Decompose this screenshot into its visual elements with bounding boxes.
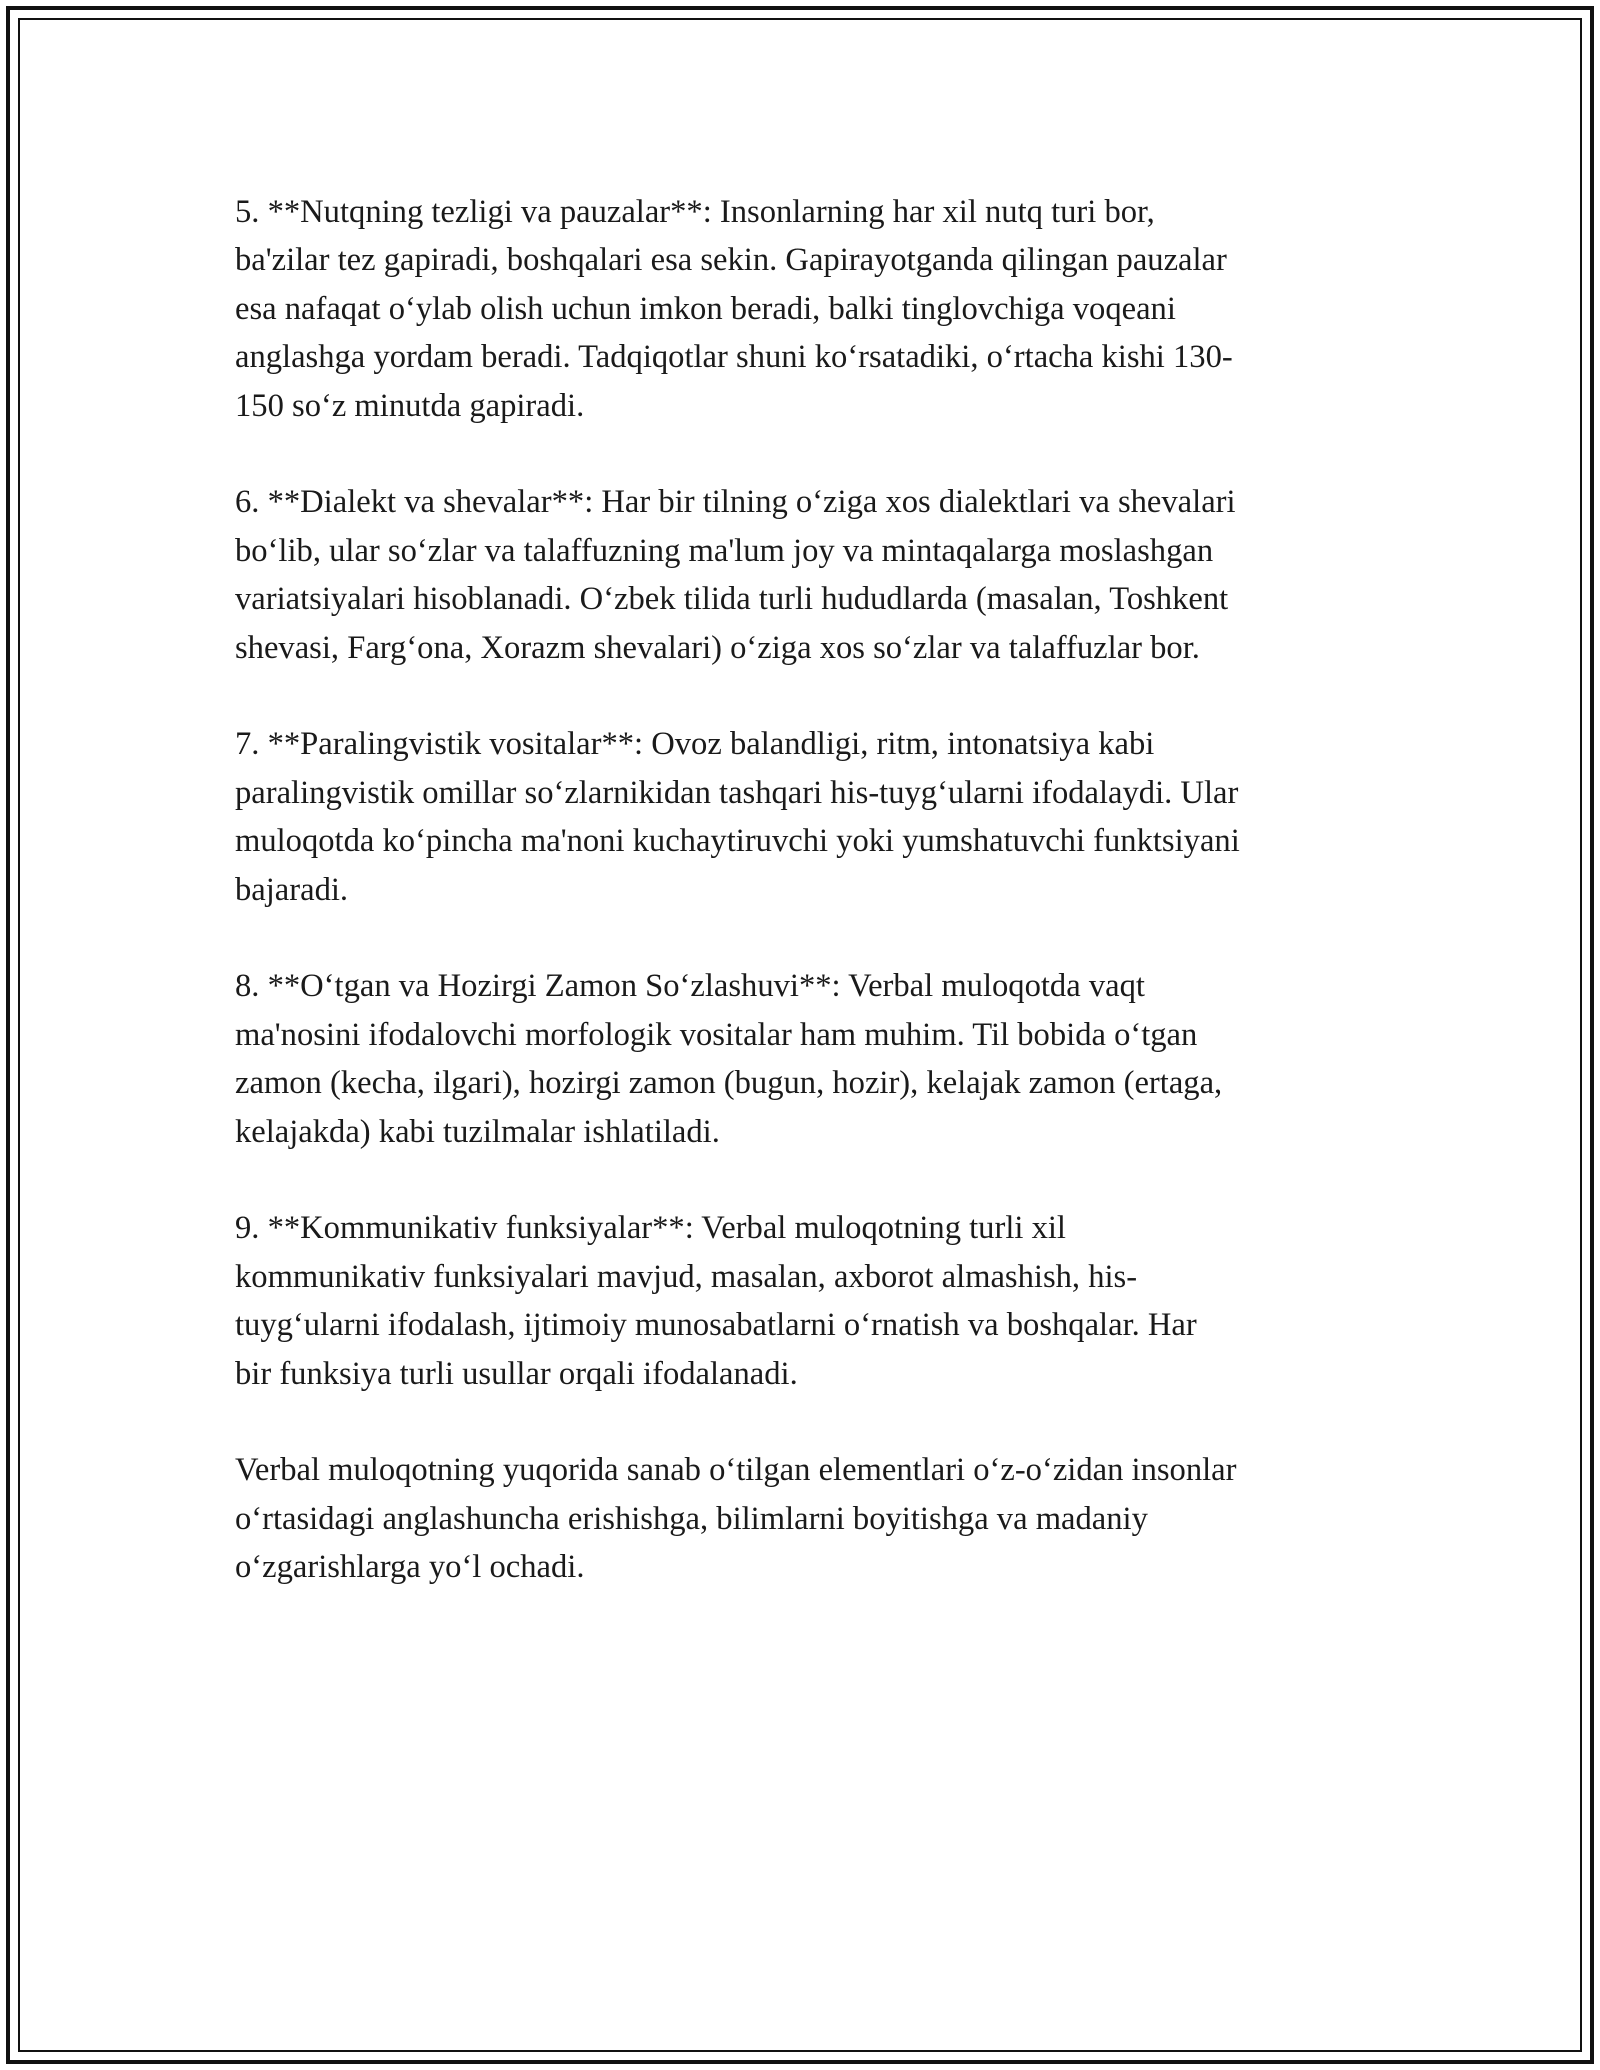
- text-line: o‘rtasidagi anglashuncha erishishga, bilimlarni boyitishga va madaniy: [235, 1500, 1148, 1537]
- text-line: 150 so‘z minutda gapiradi.: [235, 387, 585, 424]
- text-line: 5. **Nutqning tezligi va pauzalar**: Insonlarning har xil nutq turi bor,: [235, 194, 1155, 230]
- paragraph-communicative-functions: [235, 1204, 1385, 1398]
- paragraph-dialects: [235, 478, 1385, 672]
- text-line: zamon (kecha, ilgari), hozirgi zamon (bugun, hozir), kelajak zamon (ertaga,: [235, 1065, 1223, 1102]
- text-line: Verbal muloqotning yuqorida sanab o‘tilgan elementlari o‘z-o‘zidan insonlar: [235, 1452, 1237, 1489]
- text-line: kelajakda) kabi tuzilmalar ishlatiladi.: [235, 1113, 720, 1150]
- paragraph-paralinguistic: [235, 720, 1385, 914]
- paragraph-tense: [235, 962, 1385, 1156]
- text-line: bir funksiya turli usullar orqali ifodalanadi.: [235, 1355, 798, 1392]
- document-body: [235, 188, 1385, 1640]
- text-line: variatsiyalari hisoblanadi. O‘zbek tilida turli hududlarda (masalan, Toshkent: [235, 581, 1229, 618]
- text-line: 8. **O‘tgan va Hozirgi Zamon So‘zlashuvi**: Verbal muloqotda vaqt: [235, 968, 1145, 1005]
- paragraph-speech-rate: [235, 188, 1385, 430]
- text-line: anglashga yordam beradi. Tadqiqotlar shuni ko‘rsatadiki, o‘rtacha kishi 130-: [235, 339, 1233, 376]
- text-line: kommunikativ funksiyalari mavjud, masalan, axborot almashish, his-: [235, 1258, 1138, 1295]
- text-line: ba'zilar tez gapiradi, boshqalari esa sekin. Gapirayotganda qilingan pauzalar: [235, 242, 1227, 279]
- text-line: 9. **Kommunikativ funksiyalar**: Verbal muloqotning turli xil: [235, 1210, 1066, 1247]
- text-line: 6. **Dialekt va shevalar**: Har bir tilning o‘ziga xos dialektlari va shevalari: [235, 484, 1236, 521]
- text-line: 7. **Paralingvistik vositalar**: Ovoz balandligi, ritm, intonatsiya kabi: [235, 726, 1155, 763]
- text-line: bo‘lib, ular so‘zlar va talaffuzning ma'lum joy va mintaqalarga moslashgan: [235, 532, 1214, 569]
- text-line: o‘zgarishlarga yo‘l ochadi.: [235, 1549, 585, 1586]
- text-line: bajaradi.: [235, 871, 349, 908]
- paragraph-conclusion: [235, 1446, 1385, 1591]
- text-line: muloqotda ko‘pincha ma'noni kuchaytiruvchi yoki yumshatuvchi funktsiyani: [235, 823, 1240, 860]
- text-line: ma'nosini ifodalovchi morfologik vositalar ham muhim. Til bobida o‘tgan: [235, 1016, 1198, 1053]
- text-line: esa nafaqat o‘ylab olish uchun imkon beradi, balki tinglovchiga voqeani: [235, 290, 1176, 327]
- text-line: tuyg‘ularni ifodalash, ijtimoiy munosabatlarni o‘rnatish va boshqalar. Har: [235, 1307, 1197, 1344]
- text-line: shevasi, Farg‘ona, Xorazm shevalari) o‘ziga xos so‘zlar va talaffuzlar bor.: [235, 629, 1200, 666]
- text-line: paralingvistik omillar so‘zlarnikidan tashqari his-tuyg‘ularni ifodalaydi. Ular: [235, 774, 1239, 811]
